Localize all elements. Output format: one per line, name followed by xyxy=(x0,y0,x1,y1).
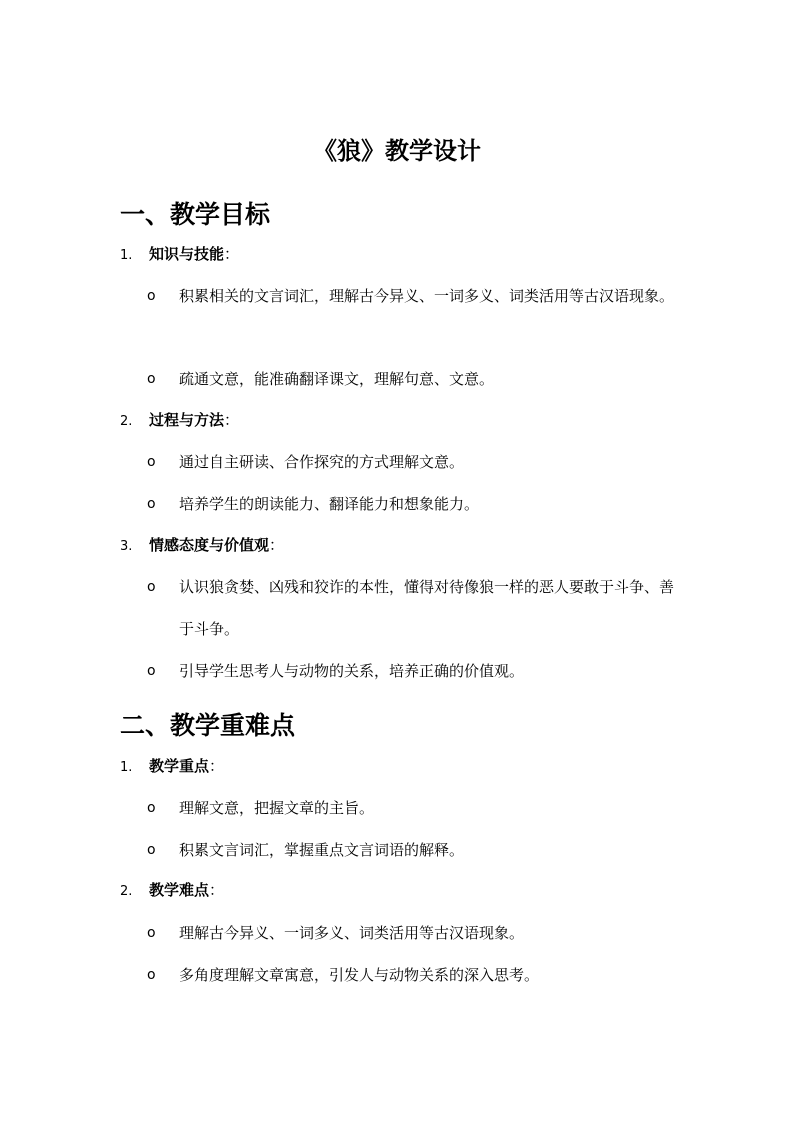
item-colon: ： xyxy=(224,411,240,429)
bullet-item xyxy=(147,275,687,317)
bullet-icon: o xyxy=(147,663,156,679)
item-label: 情感态度与价值观 xyxy=(149,536,270,554)
bullet-item xyxy=(147,954,687,996)
bullet-text: 积累相关的文言词汇，理解古今异义、一词多义、词类活用等古汉语现象。 xyxy=(179,287,675,305)
section-heading-teaching-goals: 一、教学目标 xyxy=(120,200,271,229)
item-colon: ： xyxy=(224,245,240,263)
numbered-item xyxy=(120,879,224,903)
bullet-item xyxy=(147,483,687,525)
item-colon: ： xyxy=(209,757,225,775)
numbered-item xyxy=(120,409,239,433)
document-title: 《狼》教学设计 xyxy=(313,137,481,165)
bullet-text: 疏通文意，能准确翻译课文，理解句意、文意。 xyxy=(179,370,495,388)
bullet-icon: o xyxy=(147,371,156,387)
bullet-item xyxy=(147,787,687,829)
bullet-text: 通过自主研读、合作探究的方式理解文意。 xyxy=(179,453,465,471)
item-number: 2. xyxy=(120,414,133,429)
section-heading-key-difficulties: 二、教学重难点 xyxy=(120,711,296,740)
bullet-icon: o xyxy=(147,496,156,512)
bullet-item xyxy=(147,358,687,400)
bullet-item xyxy=(147,829,687,871)
bullet-text: 培养学生的朗读能力、翻译能力和想象能力。 xyxy=(179,495,480,513)
bullet-icon: o xyxy=(147,925,156,941)
item-number: 3. xyxy=(120,539,133,554)
item-colon: ： xyxy=(269,536,285,554)
numbered-item xyxy=(120,243,239,267)
bullet-icon: o xyxy=(147,800,156,816)
item-colon: ： xyxy=(209,881,225,899)
numbered-item xyxy=(120,534,284,558)
bullet-item xyxy=(147,566,687,650)
item-number: 2. xyxy=(120,884,133,899)
bullet-text: 引导学生思考人与动物的关系，培养正确的价值观。 xyxy=(179,662,525,680)
bullet-item xyxy=(147,650,687,692)
item-label: 过程与方法 xyxy=(149,411,225,429)
bullet-icon: o xyxy=(147,842,156,858)
bullet-icon: o xyxy=(147,967,156,983)
item-label: 教学重点 xyxy=(149,757,210,775)
item-number: 1. xyxy=(120,760,133,775)
item-number: 1. xyxy=(120,248,133,263)
bullet-text: 积累文言词汇，掌握重点文言词语的解释。 xyxy=(179,841,465,859)
bullet-icon: o xyxy=(147,454,156,470)
bullet-icon: o xyxy=(147,579,156,595)
bullet-item xyxy=(147,441,687,483)
bullet-text: 理解古今异义、一词多义、词类活用等古汉语现象。 xyxy=(179,924,525,942)
numbered-item xyxy=(120,755,224,779)
bullet-icon: o xyxy=(147,288,156,304)
bullet-text: 理解文意，把握文章的主旨。 xyxy=(179,799,375,817)
bullet-text: 认识狼贪婪、凶残和狡诈的本性，懂得对待像狼一样的恶人要敢于斗争、善于斗争。 xyxy=(179,578,675,638)
item-label: 知识与技能 xyxy=(149,245,225,263)
bullet-text: 多角度理解文章寓意，引发人与动物关系的深入思考。 xyxy=(179,966,540,984)
item-label: 教学难点 xyxy=(149,881,210,899)
bullet-item xyxy=(147,912,687,954)
